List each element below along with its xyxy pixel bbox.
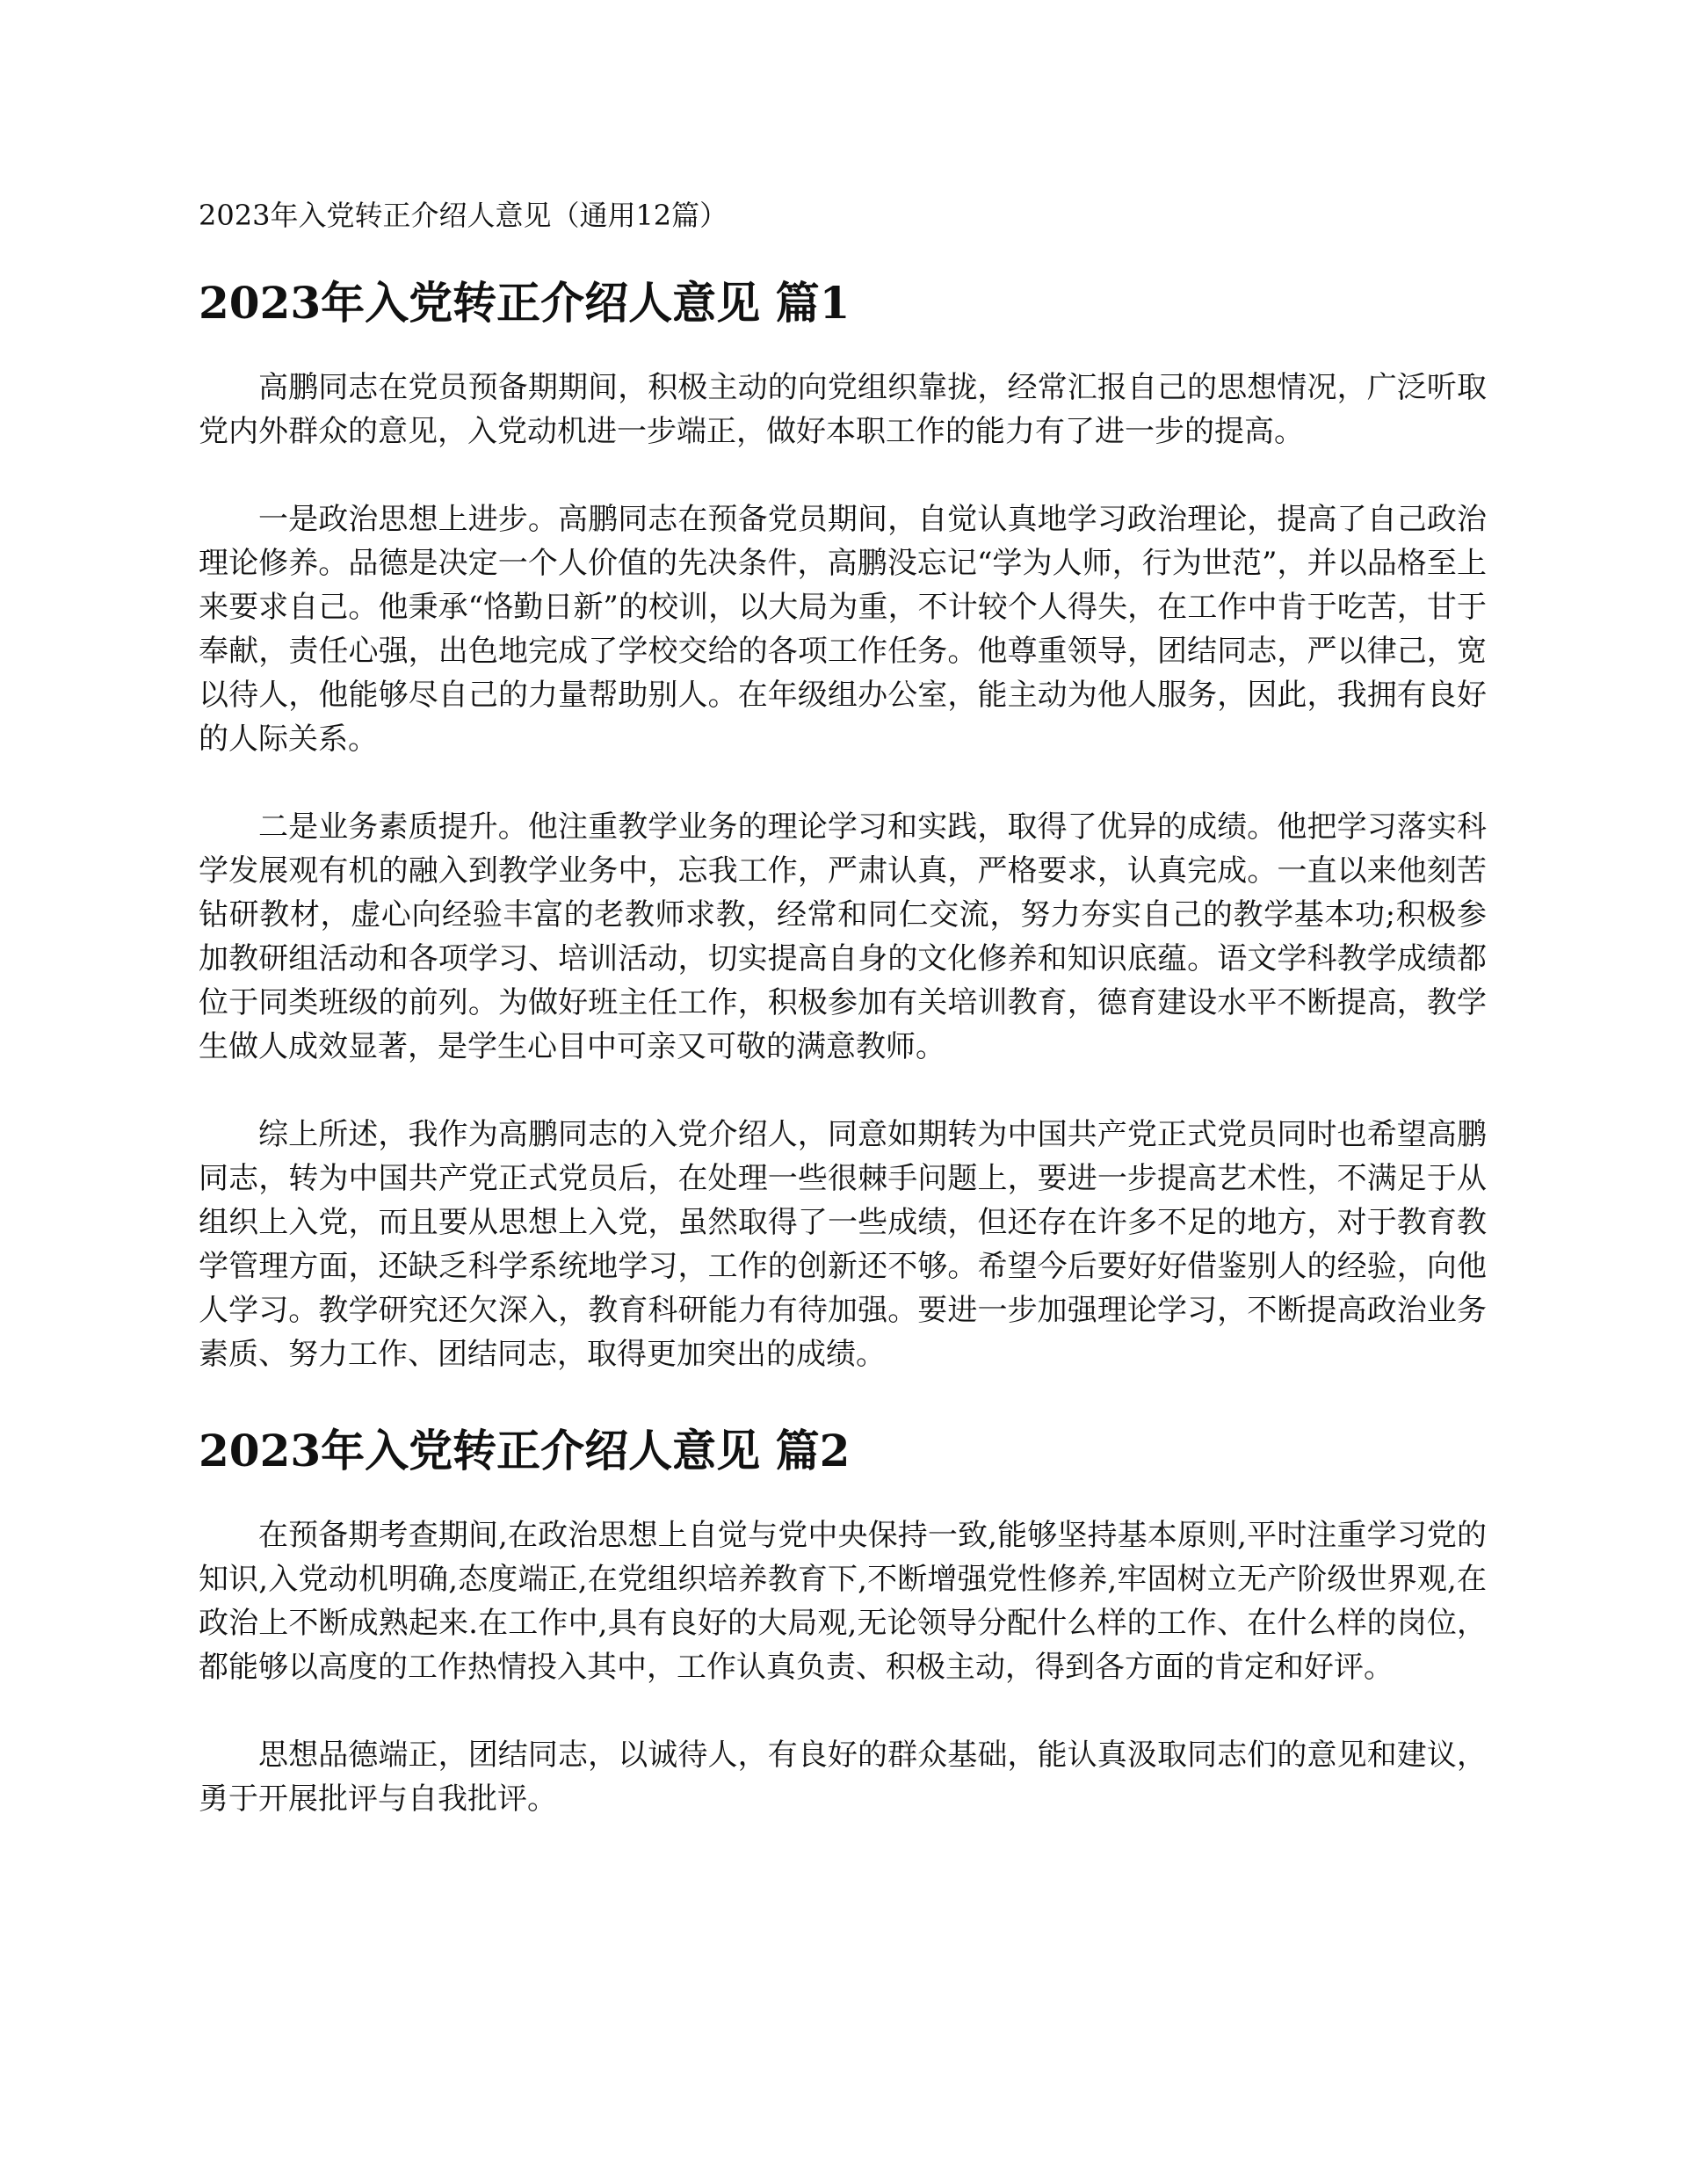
section-heading: 2023年入党转正介绍人意见 篇1 — [199, 277, 851, 329]
paragraph: 思想品德端正，团结同志，以诚待人，有良好的群众基础，能认真汲取同志们的意见和建议，勇于开展批评与自我批评。 — [199, 1738, 1487, 1817]
paragraph: 在预备期考查期间,在政治思想上自觉与党中央保持一致,能够坚持基本原则,平时注重学习党的知识,入党动机明确,态度端正,在党组织培养教育下,不断增强党性修养,牢固树立无产阶级世界观,在政治上不断成熟起来.在工作中,具有良好的大局观,无论领导分配什么样的工作、在什么样的岗位，都能够以高度的工作热情投入其中，工作认真负责、积极主动，得到各方面的肯定和好评。 — [199, 1518, 1487, 1685]
section-heading: 2023年入党转正介绍人意见 篇2 — [199, 1425, 851, 1477]
paragraph: 综上所述，我作为高鹏同志的入党介绍人，同意如期转为中国共产党正式党员同时也希望高鹏同志，转为中国共产党正式党员后，在处理一些很棘手问题上，要进一步提高艺术性，不满足于从组织上入党，而且要从思想上入党，虽然取得了一些成绩，但还存在许多不足的地方，对于教育教学管理方面，还缺乏科学系统地学习，工作的创新还不够。希望今后要好好借鉴别人的经验，向他人学习。教学研究还欠深入，教育科研能力有待加强。要进一步加强理论学习，不断提高政治业务素质、努力工作、团结同志，取得更加突出的成绩。 — [199, 1117, 1487, 1372]
paragraph: 二是业务素质提升。他注重教学业务的理论学习和实践，取得了优异的成绩。他把学习落实科学发展观有机的融入到教学业务中，忘我工作，严肃认真，严格要求，认真完成。一直以来他刻苦钻研教材，虚心向经验丰富的老教师求教，经常和同仁交流，努力夯实自己的教学基本功;积极参加教研组活动和各项学习、培训活动，切实提高自身的文化修养和知识底蕴。语文学科教学成绩都位于同类班级的前列。为做好班主任工作，积极参加有关培训教育，德育建设水平不断提高，教学生做人成效显著，是学生心目中可亲又可敬的满意教师。 — [199, 809, 1487, 1064]
paragraph: 高鹏同志在党员预备期期间，积极主动的向党组织靠拢，经常汇报自己的思想情况，广泛听取党内外群众的意见，入党动机进一步端正，做好本职工作的能力有了进一步的提高。 — [199, 370, 1487, 449]
document-title: 2023年入党转正介绍人意见（通用12篇） — [199, 199, 728, 232]
paragraph: 一是政治思想上进步。高鹏同志在预备党员期间，自觉认真地学习政治理论，提高了自己政治理论修养。品德是决定一个人价值的先决条件，高鹏没忘记“学为人师，行为世范”，并以品格至上来要求自己。他秉承“恪勤日新”的校训，以大局为重，不计较个人得失，在工作中肯于吃苦，甘于奉献，责任心强，出色地完成了学校交给的各项工作任务。他尊重领导，团结同志，严以律己，宽以待人，他能够尽自己的力量帮助别人。在年级组办公室，能主动为他人服务，因此，我拥有良好的人际关系。 — [199, 502, 1487, 757]
document-page — [199, 193, 1487, 1865]
section-1 — [199, 272, 1487, 1376]
section-2 — [199, 1420, 1487, 1821]
